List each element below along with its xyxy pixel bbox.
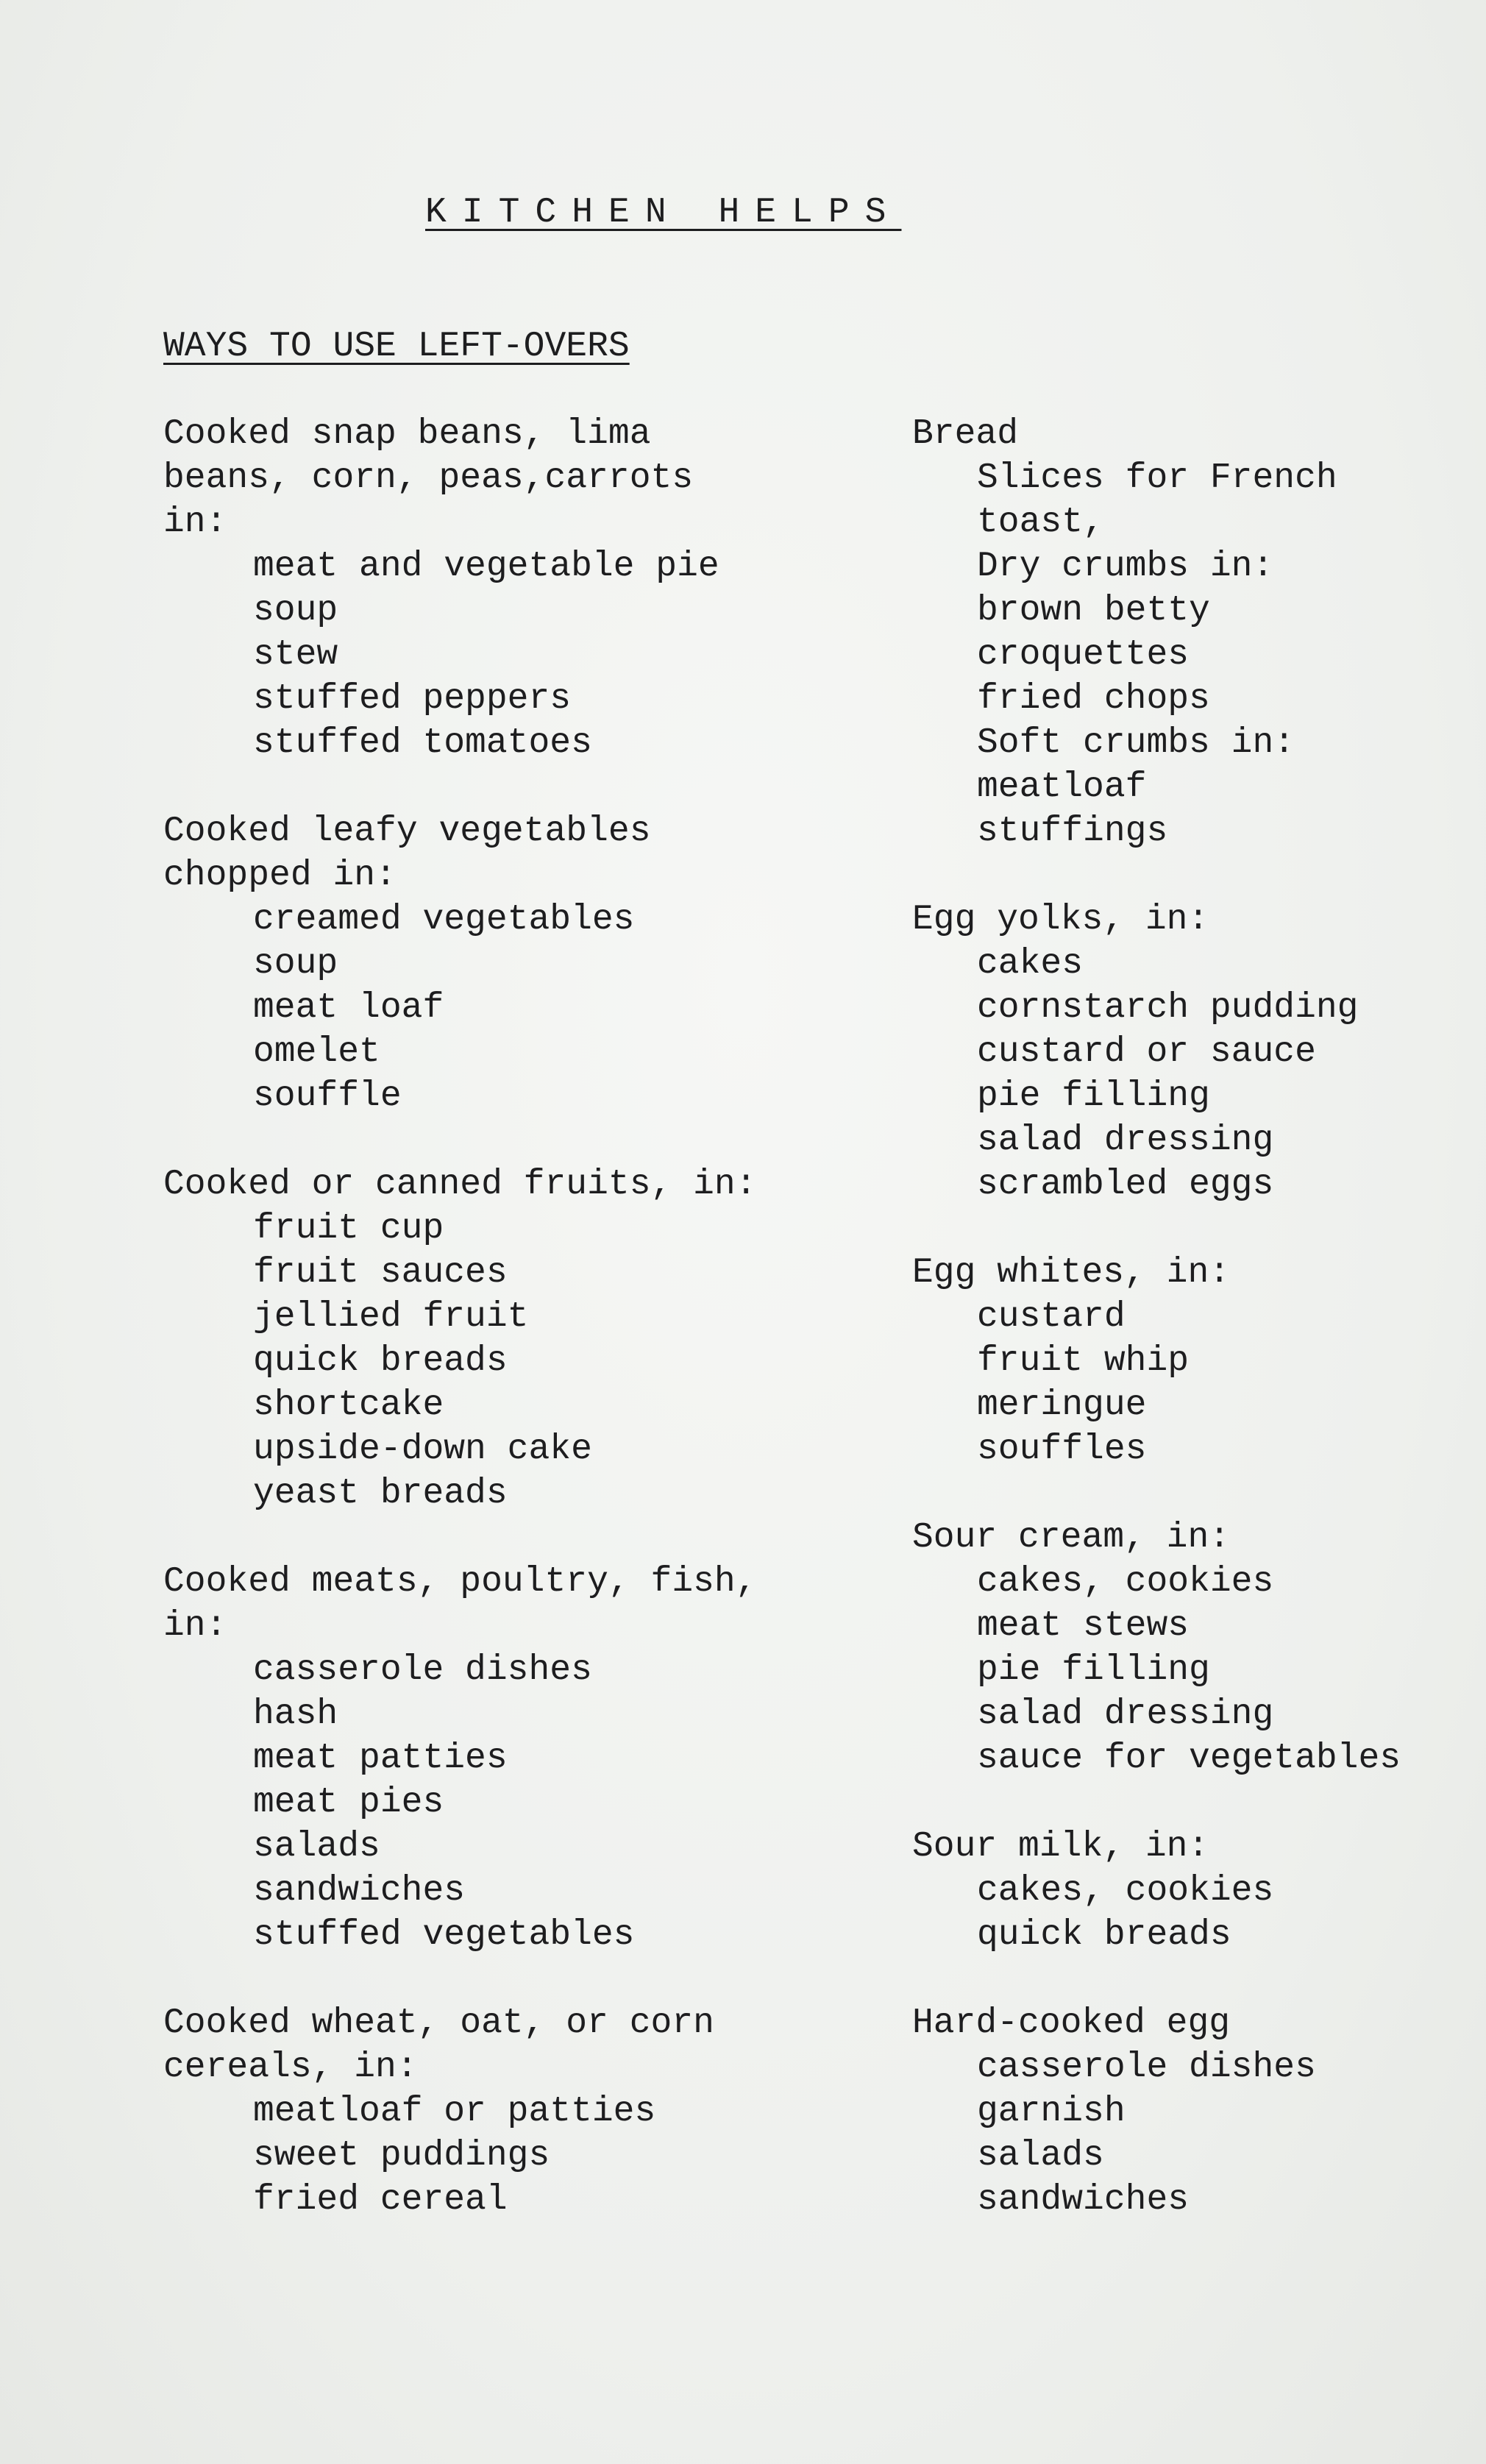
list-item: sweet puddings (253, 2136, 550, 2176)
list-item: meringue (977, 1385, 1147, 1425)
list-item: soup (253, 591, 338, 631)
list-item: stuffed tomatoes (253, 723, 592, 763)
group-heading-line: Sour cream, in: (912, 1518, 1231, 1558)
right-column (912, 412, 1471, 2222)
list-item: quick breads (977, 1915, 1231, 1955)
list-item: meat pies (253, 1783, 444, 1822)
list-item: salad dressing (977, 1694, 1274, 1734)
list-item: souffles (977, 1430, 1147, 1469)
list-item: custard (977, 1297, 1126, 1337)
leftover-group (912, 2001, 1471, 2222)
group-heading-line: Cooked wheat, oat, or corn (163, 2003, 714, 2043)
group-heading-line: in: (163, 503, 227, 542)
list-item: custard or sauce (977, 1032, 1316, 1072)
left-column (163, 412, 899, 2222)
list-item: fruit whip (977, 1341, 1190, 1381)
leftover-group (912, 1251, 1471, 1471)
leftover-group (163, 809, 899, 1118)
leftover-group (163, 1162, 899, 1516)
list-item: salad dressing (977, 1121, 1274, 1160)
group-heading-line: beans, corn, peas,carrots (163, 458, 694, 498)
group-heading-line: Cooked leafy vegetables (163, 812, 651, 851)
group-heading-line: cereals, in: (163, 2048, 418, 2087)
list-item: souffle (253, 1076, 402, 1116)
list-item: pie filling (977, 1650, 1210, 1690)
list-item: scrambled eggs (977, 1165, 1274, 1204)
group-heading-line: Sour milk, in: (912, 1827, 1209, 1867)
list-item: omelet (253, 1032, 380, 1072)
list-item: sandwiches (977, 2180, 1190, 2220)
list-item: sauce for vegetables (977, 1739, 1401, 1778)
group-heading-line: Egg yolks, in: (912, 900, 1209, 940)
list-item: yeast breads (253, 1474, 508, 1513)
leftover-group (912, 412, 1471, 853)
list-item: shortcake (253, 1385, 444, 1425)
leftover-group (163, 412, 899, 765)
list-item: hash (253, 1694, 338, 1734)
list-item: meat patties (253, 1739, 508, 1778)
list-item: fried cereal (253, 2180, 508, 2220)
list-item: croquettes (977, 635, 1190, 675)
list-item: fruit sauces (253, 1253, 508, 1293)
list-item: garnish (977, 2092, 1126, 2131)
section-heading: WAYS TO USE LEFT-OVERS (163, 327, 630, 366)
list-item: creamed vegetables (253, 900, 635, 940)
leftover-group (912, 1516, 1471, 1780)
leftover-group (912, 898, 1471, 1207)
list-item: Slices for French (977, 458, 1337, 498)
group-heading-line: Hard-cooked egg (912, 2003, 1231, 2043)
list-item: toast, (977, 503, 1104, 542)
group-heading-line: Cooked or canned fruits, in: (163, 1165, 757, 1204)
list-item: Dry crumbs in: (977, 547, 1274, 586)
list-item: quick breads (253, 1341, 508, 1381)
group-heading-line: in: (163, 1606, 227, 1646)
list-item: meatloaf or patties (253, 2092, 656, 2131)
list-item: meat stews (977, 1606, 1190, 1646)
list-item: stew (253, 635, 338, 675)
group-heading-line: Cooked meats, poultry, fish, (163, 1562, 757, 1602)
list-item: brown betty (977, 591, 1210, 631)
list-item: upside-down cake (253, 1430, 592, 1469)
list-item: meat loaf (253, 988, 444, 1028)
list-item: jellied fruit (253, 1297, 529, 1337)
list-item: meatloaf (977, 767, 1147, 807)
list-item: casserole dishes (253, 1650, 592, 1690)
list-item: salads (253, 1827, 380, 1867)
list-item: stuffed peppers (253, 679, 572, 719)
leftover-group (163, 1560, 899, 1957)
list-item: soup (253, 944, 338, 984)
list-item: fruit cup (253, 1209, 444, 1249)
leftover-group (912, 1825, 1471, 1957)
list-item: meat and vegetable pie (253, 547, 719, 586)
list-item: stuffed vegetables (253, 1915, 635, 1955)
group-heading-line: Cooked snap beans, lima (163, 414, 651, 454)
list-item: pie filling (977, 1076, 1210, 1116)
list-item: casserole dishes (977, 2048, 1316, 2087)
list-item: sandwiches (253, 1871, 466, 1911)
list-item: cakes, cookies (977, 1562, 1274, 1602)
list-item: salads (977, 2136, 1104, 2176)
list-item: stuffings (977, 812, 1168, 851)
leftover-group (163, 2001, 899, 2222)
list-item: Soft crumbs in: (977, 723, 1295, 763)
page-title: KITCHEN HELPS (425, 193, 902, 232)
list-item: fried chops (977, 679, 1210, 719)
list-item: cakes, cookies (977, 1871, 1274, 1911)
group-heading-line: chopped in: (163, 856, 397, 895)
list-item: cornstarch pudding (977, 988, 1359, 1028)
list-item: cakes (977, 944, 1084, 984)
group-heading-line: Bread (912, 414, 1019, 454)
group-heading-line: Egg whites, in: (912, 1253, 1231, 1293)
